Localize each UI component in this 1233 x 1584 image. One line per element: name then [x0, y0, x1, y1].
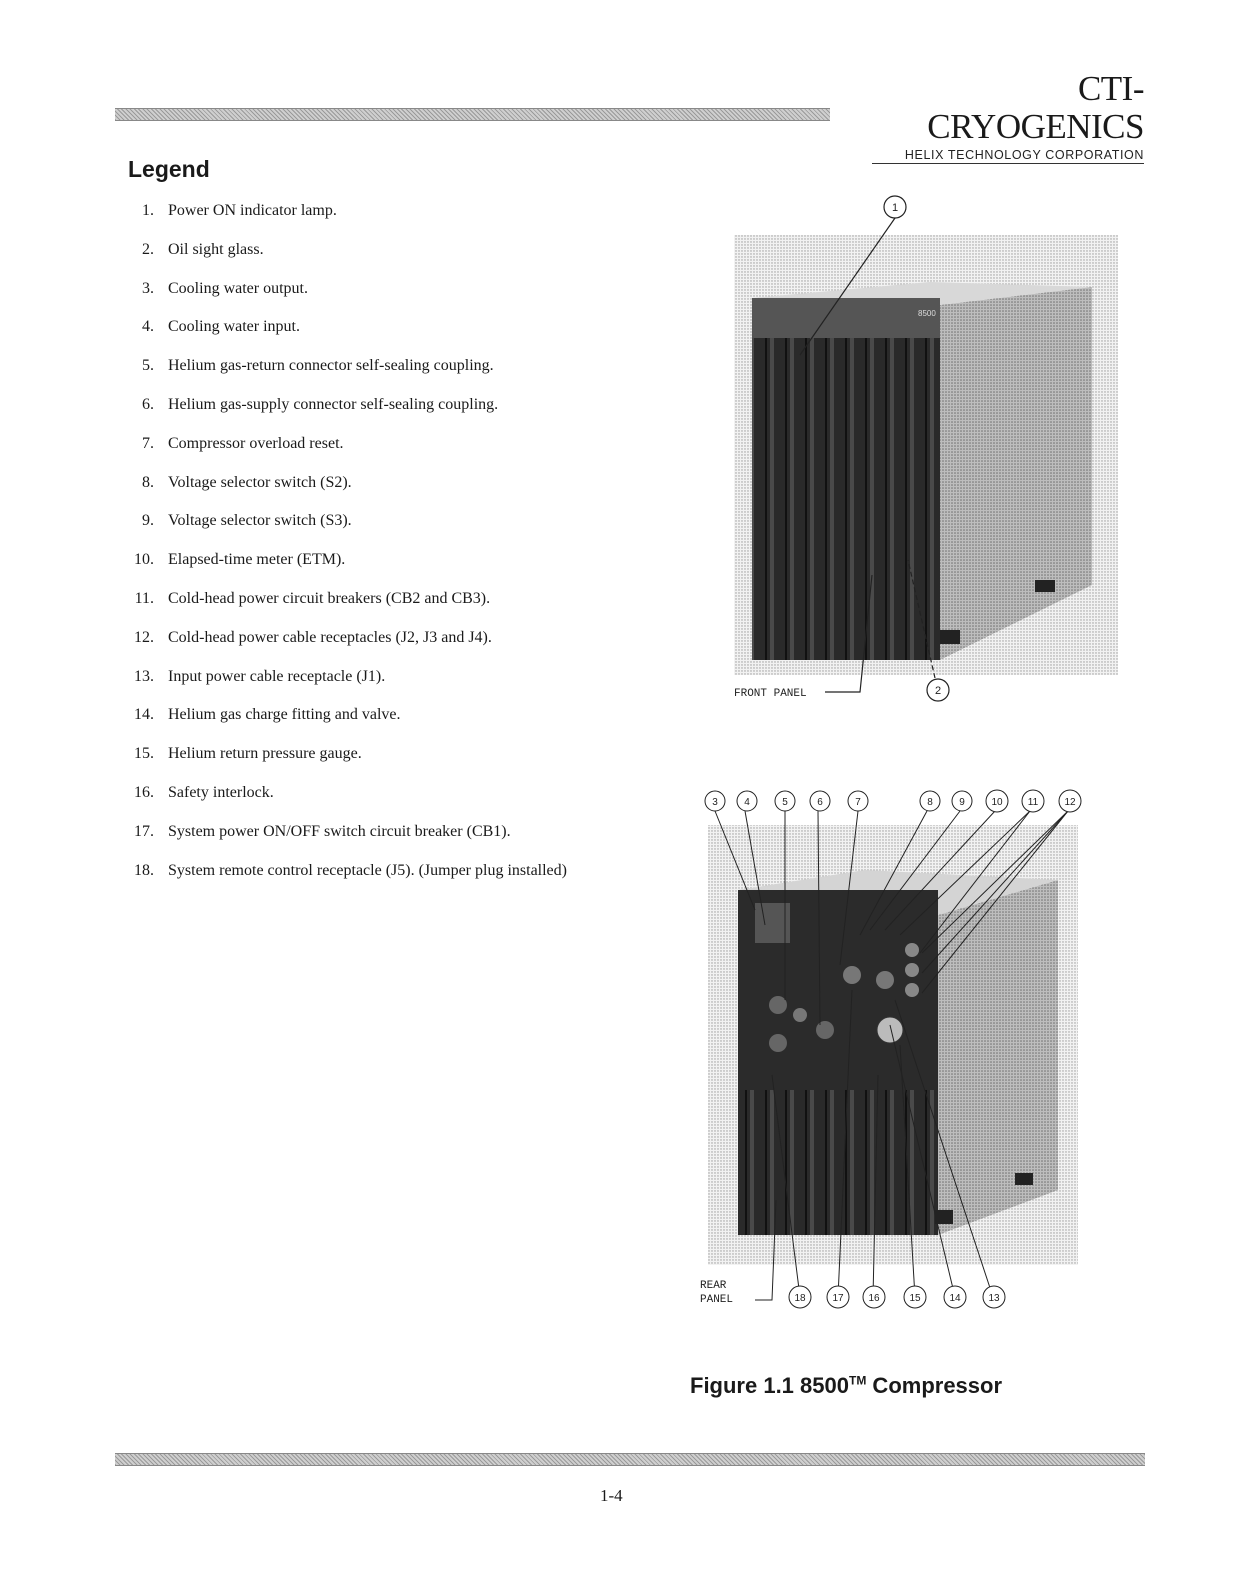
legend-item-number: 4. — [142, 318, 154, 336]
legend-item-text: Helium gas charge fitting and valve. — [168, 706, 401, 724]
legend-item-text: Helium gas-return connector self-sealing coupling. — [168, 357, 494, 375]
callout-5 — [775, 791, 795, 811]
svg-text:7: 7 — [855, 797, 861, 808]
caption-suffix: Compressor — [866, 1373, 1003, 1398]
footer-rule — [115, 1453, 1145, 1466]
svg-text:12: 12 — [1064, 797, 1076, 808]
brand-name: CTI-CRYOGENICS — [927, 69, 1144, 146]
caption-prefix: Figure 1.1 8500 — [690, 1373, 849, 1398]
legend-item-text: Oil sight glass. — [168, 240, 264, 258]
legend-item-text: Cold-head power cable receptacles (J2, J3 and J4). — [168, 628, 492, 646]
cabinet-foot-right — [1035, 580, 1055, 592]
svg-text:10: 10 — [991, 797, 1003, 808]
callout-7 — [848, 791, 868, 811]
legend-item — [120, 628, 640, 648]
cabinet-foot — [935, 1210, 953, 1224]
legend-item-number: 9. — [142, 512, 154, 530]
legend-item-number: 15. — [134, 745, 154, 763]
legend-item-text: Helium gas-supply connector self-sealing coupling. — [168, 395, 499, 413]
unit-badge: 8500 — [918, 309, 936, 318]
legend-item — [120, 744, 640, 764]
callout-9 — [952, 791, 972, 811]
svg-text:9: 9 — [959, 797, 965, 808]
callout-14 — [944, 1286, 966, 1308]
callout-15 — [904, 1286, 926, 1308]
legend-item-number: 17. — [134, 822, 154, 840]
svg-text:13: 13 — [988, 1293, 1000, 1304]
callout-13 — [983, 1286, 1005, 1308]
svg-text:6: 6 — [817, 797, 823, 808]
legend-list — [120, 201, 640, 899]
callouts-top — [705, 790, 1081, 812]
legend-heading: Legend — [128, 156, 210, 182]
cabinet-side — [938, 880, 1058, 1235]
connector — [816, 1021, 834, 1039]
legend-item-text: Voltage selector switch (S3). — [168, 512, 352, 530]
legend-item — [120, 395, 640, 415]
legend-item-number: 5. — [142, 357, 154, 375]
legend-item-number: 18. — [134, 861, 154, 879]
svg-text:2: 2 — [934, 685, 942, 697]
legend-item — [120, 201, 640, 221]
figure-caption — [690, 1373, 1002, 1399]
svg-text:14: 14 — [949, 1293, 961, 1304]
trademark-mark: TM — [848, 1373, 867, 1388]
cabinet-foot-left — [940, 630, 960, 644]
gauge — [877, 1017, 903, 1043]
svg-text:8: 8 — [927, 797, 933, 808]
legend-item-text: System remote control receptacle (J5). (Jumper plug installed) — [168, 861, 567, 879]
rear-label-line1: REAR — [700, 1280, 727, 1292]
callout-1 — [884, 196, 906, 218]
connector — [769, 1034, 787, 1052]
cabinet-front-grille — [752, 338, 940, 660]
legend-item-number: 2. — [142, 240, 154, 258]
rear-label-line2: PANEL — [700, 1294, 734, 1306]
svg-text:15: 15 — [909, 1293, 921, 1304]
connector — [769, 996, 787, 1014]
svg-text:3: 3 — [712, 797, 718, 808]
legend-item — [120, 783, 640, 803]
callout-4 — [737, 791, 757, 811]
legend-item — [120, 434, 640, 454]
callout-3 — [705, 791, 725, 811]
legend-item-text: Voltage selector switch (S2). — [168, 473, 352, 491]
front-panel-figure — [690, 190, 1130, 720]
legend-item-number: 1. — [142, 202, 154, 219]
legend-item — [120, 550, 640, 570]
legend-item-number: 6. — [142, 395, 154, 413]
legend-item — [120, 473, 640, 493]
legend-item — [120, 511, 640, 531]
rear-panel-figure — [690, 785, 1115, 1315]
svg-text:1: 1 — [891, 202, 899, 214]
legend-item-number: 16. — [134, 783, 154, 801]
callouts-bottom — [789, 1286, 1005, 1308]
legend-item-text: Elapsed-time meter (ETM). — [168, 551, 346, 569]
legend-item-number: 10. — [134, 551, 154, 569]
connector — [793, 1008, 807, 1022]
legend-item-number: 8. — [142, 473, 154, 491]
callout-6 — [810, 791, 830, 811]
legend-item — [120, 240, 640, 260]
legend-item — [120, 667, 640, 687]
legend-item-number: 13. — [134, 667, 154, 685]
legend-item — [120, 861, 640, 881]
legend-item — [120, 356, 640, 376]
legend-item-number: 3. — [142, 279, 154, 297]
cabinet-front-header — [752, 298, 940, 338]
legend-item-text: Helium return pressure gauge. — [168, 745, 362, 763]
switch — [843, 966, 861, 984]
receptacle — [905, 943, 919, 957]
legend-item-text: Cold-head power circuit breakers (CB2 and CB3). — [168, 589, 491, 607]
legend-item-text: Safety interlock. — [168, 783, 274, 801]
legend-item — [120, 705, 640, 725]
company-logo — [872, 70, 1144, 164]
front-panel-label: FRONT PANEL — [734, 688, 807, 700]
svg-text:18: 18 — [794, 1293, 806, 1304]
legend-item-text: Power ON indicator lamp. — [168, 202, 337, 219]
cabinet-foot — [1015, 1173, 1033, 1185]
legend-item-number: 12. — [134, 628, 154, 646]
legend-item-text: Compressor overload reset. — [168, 434, 344, 452]
legend-item — [120, 317, 640, 337]
callout-16 — [863, 1286, 885, 1308]
receptacle — [905, 963, 919, 977]
legend-item-text: Input power cable receptacle (J1). — [168, 667, 386, 685]
legend-item — [120, 279, 640, 299]
svg-text:17: 17 — [832, 1293, 844, 1304]
callout-8 — [920, 791, 940, 811]
callout-2 — [927, 679, 949, 701]
legend-item-text: System power ON/OFF switch circuit breaker (CB1). — [168, 822, 511, 840]
brand-subtitle: HELIX TECHNOLOGY CORPORATION — [872, 146, 1144, 164]
connector — [876, 971, 894, 989]
legend-item-number: 11. — [134, 589, 154, 607]
svg-text:11: 11 — [1027, 797, 1039, 808]
callout-18 — [789, 1286, 811, 1308]
legend-item-number: 7. — [142, 434, 154, 452]
page-number: 1-4 — [600, 1486, 623, 1505]
header-rule — [115, 108, 830, 121]
callout-17 — [827, 1286, 849, 1308]
callout-12 — [1059, 790, 1081, 812]
callout-11 — [1022, 790, 1044, 812]
receptacle — [905, 983, 919, 997]
legend-item — [120, 589, 640, 609]
svg-text:4: 4 — [744, 797, 750, 808]
svg-text:5: 5 — [782, 797, 788, 808]
legend-item — [120, 822, 640, 842]
legend-item-text: Cooling water input. — [168, 318, 300, 336]
svg-text:16: 16 — [868, 1293, 880, 1304]
legend-item-text: Cooling water output. — [168, 279, 308, 297]
legend-item-number: 14. — [134, 706, 154, 724]
callout-10 — [986, 790, 1008, 812]
